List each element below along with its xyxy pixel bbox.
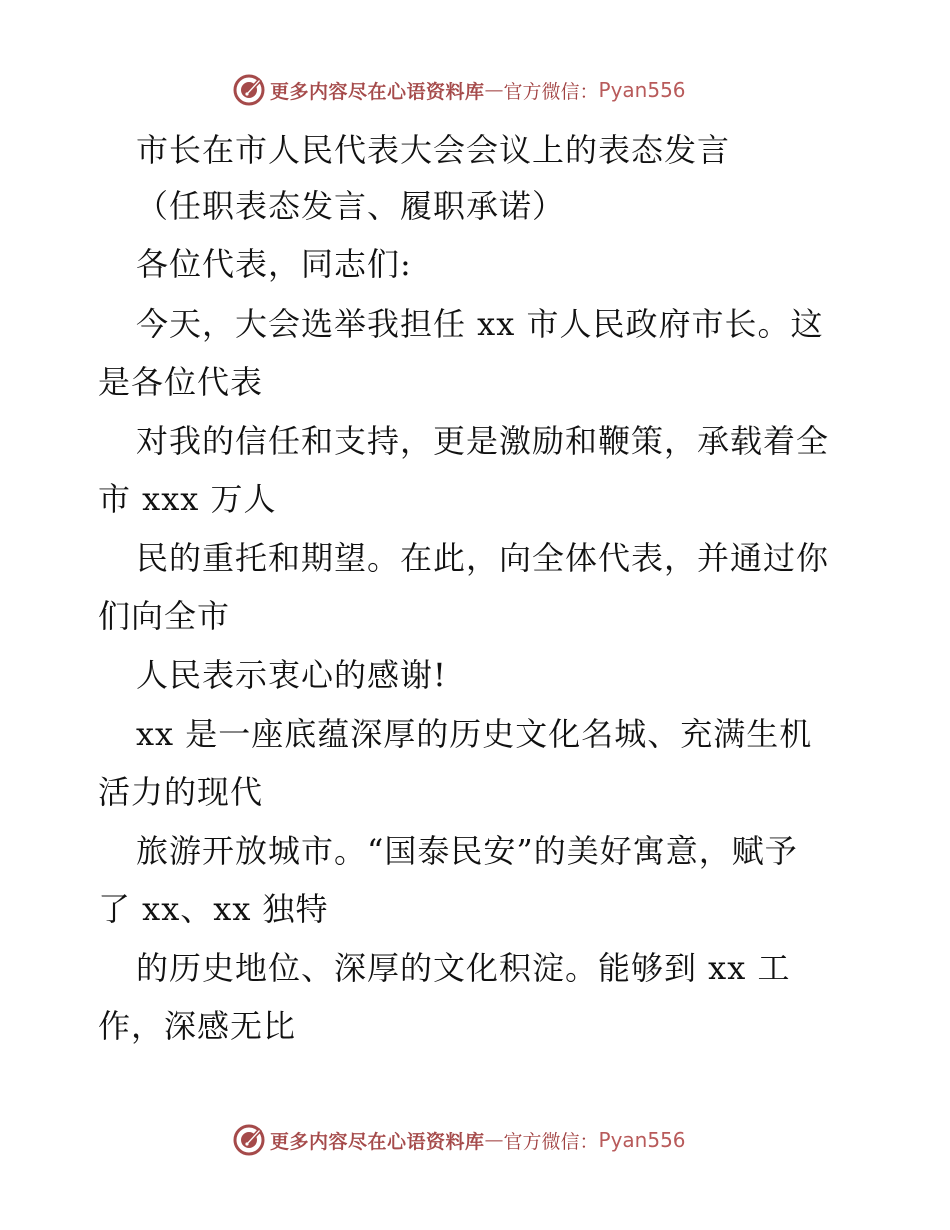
paragraph-line: 了 xx、xx 独特 (98, 890, 329, 928)
pen-nib-circle-icon (232, 1123, 266, 1157)
paragraph-line: 对我的信任和支持，更是激励和鞭策，承载着全 (136, 422, 830, 460)
paragraph-line: 们向全市 (98, 597, 231, 635)
paragraph-line: 的历史地位、深厚的文化积淀。能够到 xx 工 (136, 949, 791, 987)
paragraph-line: 民的重托和期望。在此，向全体代表，并通过你 (136, 539, 830, 577)
paragraph-line: 今天，大会选举我担任 xx 市人民政府市长。这 (136, 305, 824, 343)
paragraph-line: 活力的现代 (98, 773, 264, 811)
watermark-wechat-id: Pyan556 (598, 78, 686, 102)
watermark-wechat-label: 官方微信： (503, 1130, 599, 1153)
paragraph-line: 人民表示衷心的感谢! (136, 656, 447, 694)
watermark-separator: — (484, 79, 504, 101)
paragraph-line: 是各位代表 (98, 363, 264, 401)
document-title: 市长在市人民代表大会会议上的表态发言 (136, 131, 731, 169)
watermark-wechat-label: 官方微信： (503, 80, 599, 103)
salutation: 各位代表，同志们: (136, 245, 412, 283)
paragraph-line: 作，深感无比 (98, 1007, 297, 1045)
paragraph-line: 旅游开放城市。“国泰民安”的美好寓意，赋予 (136, 832, 798, 870)
watermark-wechat-id: Pyan556 (598, 1128, 686, 1152)
paragraph-line: xx 是一座底蕴深厚的历史文化名城、充满生机 (136, 715, 813, 753)
document-subtitle: （任职表态发言、履职承诺） (136, 187, 566, 225)
footer-watermark (232, 1122, 686, 1158)
paragraph-line: 市 xxx 万人 (98, 480, 277, 518)
watermark-main-text: 更多内容尽在心语资料库 (270, 1130, 485, 1153)
watermark-main-text: 更多内容尽在心语资料库 (270, 80, 485, 103)
watermark-separator: — (484, 1129, 504, 1151)
